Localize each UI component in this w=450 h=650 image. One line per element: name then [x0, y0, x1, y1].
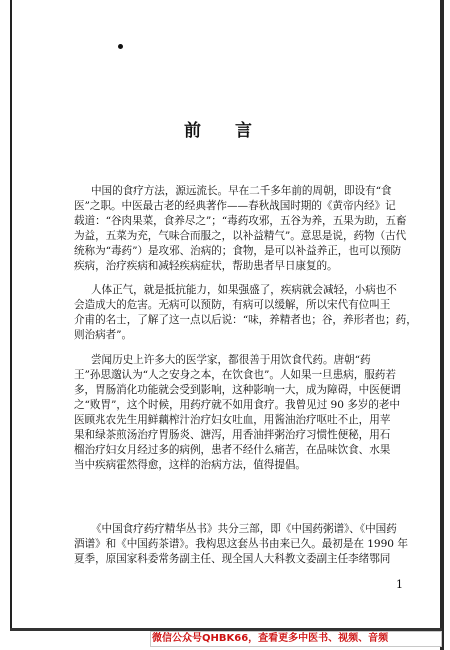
- body-line: 尝闻历史上许多大的医学家，都很善于用饮食代药。唐朝“药: [91, 354, 371, 366]
- body-line: 果和绿茶煎汤治疗胃肠炎、溏泻，用香油拌粥治疗习惯性便秘，用石: [74, 429, 391, 441]
- body-line: 会造成大的危害。无病可以预防，有病可以缓解，所以宋代有位叫王: [74, 299, 391, 311]
- body-line: 医顾兆农先生用鲜藕榨汁治疗妇女吐血，用酱油治疗呕吐不止，用苹: [74, 414, 391, 426]
- body-line: 医”之职。中医最古老的经典著作——春秋战国时期的《黄帝内经》记: [74, 200, 396, 212]
- body-line: 当中疾病霍然得愈，这样的治病方法，值得提倡。: [74, 459, 306, 471]
- body-line: 多，胃肠消化功能就会受到影响，这种影响一大，成为障碍，中医便谓: [74, 384, 401, 396]
- body-line: 载道：“谷肉果菜，食养尽之”；“毒药攻邪，五谷为养，五果为助，五畜: [74, 215, 407, 227]
- body-line: 之“败胃”，这个时候，用药疗就不如用食疗。我曾见过 90 多岁的老中: [74, 399, 400, 411]
- body-line: 疾病，治疗疾病和减轻疾病症状，帮助患者早日康复的。: [74, 260, 338, 272]
- body-line: 统称为“毒药”）是攻邪、治病的；食物，是可以补益养正，也可以预防: [74, 245, 402, 257]
- body-line: 王”孙思邈认为“人之安身之本，在饮食也”。人如果一旦患病，服药若: [74, 369, 396, 381]
- body-line: 则治病者”。: [74, 329, 133, 341]
- body-line: 《中国食疗药疗精华丛书》共分三部，即《中国药粥谱》、《中国药: [91, 523, 397, 535]
- scan-right-edge: [440, 0, 444, 650]
- page-title: 前 言: [184, 121, 266, 141]
- body-line: 中国的食疗方法，源远流长。早在二千多年前的周朝，即设有“食: [91, 185, 392, 197]
- page-number: 1: [396, 578, 403, 591]
- body-line: 介甫的名士，了解了这一点以后说：“味，养精者也；谷，养形者也；药，: [74, 314, 417, 326]
- body-line: 榴治疗妇女月经过多的病例，患者不经什么痛苦，在品味饮食、水果: [74, 444, 391, 456]
- body-line: 人体正气，就是抵抗能力，如果强盛了，疾病就会减轻，小病也不: [91, 284, 397, 296]
- footer-banner-text: 微信公众号QHBK66，查看更多中医书、视频、音频: [152, 633, 389, 644]
- body-line: 酒谱》和《中国药茶谱》。我构思这套丛书由来已久。最初是在 1990 年: [74, 538, 408, 550]
- scan-left-edge: [10, 0, 12, 630]
- body-line: 夏季，原国家科委常务副主任、现全国人大科教文委副主任李绪鄂同: [74, 553, 391, 565]
- body-line: 为益，五菜为充，气味合而服之，以补益精气”。意思是说，药物（古代: [74, 230, 407, 242]
- page-dot: [118, 44, 123, 49]
